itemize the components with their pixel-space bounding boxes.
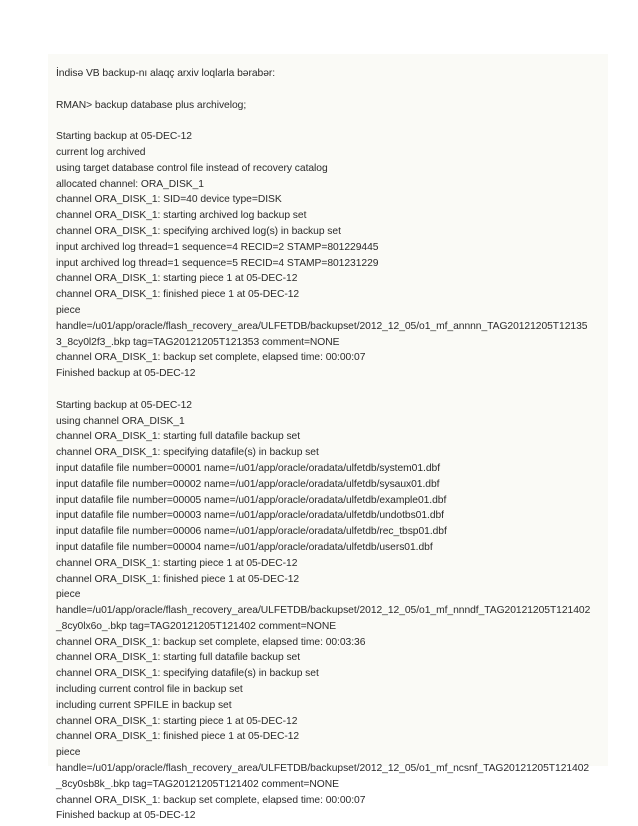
log-line: using channel ORA_DISK_1 — [56, 415, 185, 427]
log-line: channel ORA_DISK_1: starting full datafile backup set — [56, 652, 301, 664]
log-line: piece — [56, 747, 81, 759]
log-line: channel ORA_DISK_1: finished piece 1 at 05-DEC-12 — [56, 289, 300, 301]
log-line: channel ORA_DISK_1: backup set complete, elapsed time: 00:00:07 — [56, 794, 366, 806]
log-line: channel ORA_DISK_1: specifying archived log(s) in backup set — [56, 225, 341, 237]
log-line: input datafile file number=00005 name=/u01/app/oracle/oradata/ulfetdb/example01.dbf — [56, 494, 447, 506]
log-line: channel ORA_DISK_1: backup set complete, elapsed time: 00:00:07 — [56, 352, 366, 364]
log-line: Starting backup at 05-DEC-12 — [56, 131, 192, 143]
log-line: input archived log thread=1 sequence=4 RECID=2 STAMP=801229445 — [56, 241, 379, 253]
log-line: input datafile file number=00004 name=/u01/app/oracle/oradata/ulfetdb/users01.dbf — [56, 541, 433, 553]
log-line: Finished backup at 05-DEC-12 — [56, 368, 196, 380]
log-line: piece — [56, 589, 81, 601]
log-line: allocated channel: ORA_DISK_1 — [56, 178, 204, 190]
log-line: channel ORA_DISK_1: specifying datafile(s) in backup set — [56, 668, 319, 680]
log-line: handle=/u01/app/oracle/flash_recovery_area/ULFETDB/backupset/2012_12_05/o1_mf_nnndf_TAG20121205T121402 — [56, 605, 591, 617]
log-line: current log archived — [56, 146, 146, 158]
log-line: channel ORA_DISK_1: finished piece 1 at 05-DEC-12 — [56, 573, 300, 585]
log-line: channel ORA_DISK_1: starting full datafile backup set — [56, 431, 301, 443]
log-line: channel ORA_DISK_1: finished piece 1 at 05-DEC-12 — [56, 731, 300, 743]
log-line: _8cy0lx6o_.bkp tag=TAG20121205T121402 comment=NONE — [56, 620, 337, 632]
intro-line: İndisə VB backup-nı alaqç arxiv loqlarla bərabər: — [56, 68, 276, 79]
log-line: _8cy0sb8k_.bkp tag=TAG20121205T121402 comment=NONE — [56, 778, 339, 790]
log-line: channel ORA_DISK_1: starting piece 1 at 05-DEC-12 — [56, 557, 298, 569]
log-line: using target database control file instead of recovery catalog — [56, 162, 328, 174]
log-line: including current SPFILE in backup set — [56, 699, 232, 711]
log-line: channel ORA_DISK_1: starting piece 1 at 05-DEC-12 — [56, 273, 298, 285]
log-line: handle=/u01/app/oracle/flash_recovery_area/ULFETDB/backupset/2012_12_05/o1_mf_annnn_TAG20121205T12135 — [56, 320, 588, 332]
blank-line — [56, 113, 608, 129]
log-line: Starting backup at 05-DEC-12 — [56, 399, 192, 411]
blank-line — [56, 382, 608, 398]
log-line: handle=/u01/app/oracle/flash_recovery_area/ULFETDB/backupset/2012_12_05/o1_mf_ncsnf_TAG20121205T121402 — [56, 763, 590, 775]
blank-line — [56, 82, 608, 98]
log-line: Finished backup at 05-DEC-12 — [56, 810, 196, 822]
log-line: piece — [56, 304, 81, 316]
backup-log-block-1 — [56, 129, 608, 382]
log-line: channel ORA_DISK_1: backup set complete, elapsed time: 00:03:36 — [56, 636, 366, 648]
log-line: channel ORA_DISK_1: starting piece 1 at 05-DEC-12 — [56, 715, 298, 727]
log-line: input datafile file number=00003 name=/u01/app/oracle/oradata/ulfetdb/undotbs01.dbf — [56, 510, 444, 522]
log-line: input datafile file number=00006 name=/u01/app/oracle/oradata/ulfetdb/rec_tbsp01.dbf — [56, 526, 447, 538]
log-line: channel ORA_DISK_1: SID=40 device type=DISK — [56, 194, 282, 206]
log-line: including current control file in backup set — [56, 684, 243, 696]
rman-command-line: RMAN> backup database plus archivelog; — [56, 99, 247, 111]
backup-log-block-2 — [56, 398, 608, 825]
document-text — [56, 66, 608, 824]
log-line: input datafile file number=00002 name=/u01/app/oracle/oradata/ulfetdb/sysaux01.dbf — [56, 478, 440, 490]
log-line: channel ORA_DISK_1: starting archived log backup set — [56, 210, 307, 222]
log-line: input archived log thread=1 sequence=5 RECID=4 STAMP=801231229 — [56, 257, 379, 269]
log-line: input datafile file number=00001 name=/u01/app/oracle/oradata/ulfetdb/system01.dbf — [56, 462, 441, 474]
log-line: channel ORA_DISK_1: specifying datafile(s) in backup set — [56, 447, 319, 459]
log-line: 3_8cy0l2f3_.bkp tag=TAG20121205T121353 comment=NONE — [56, 336, 340, 348]
